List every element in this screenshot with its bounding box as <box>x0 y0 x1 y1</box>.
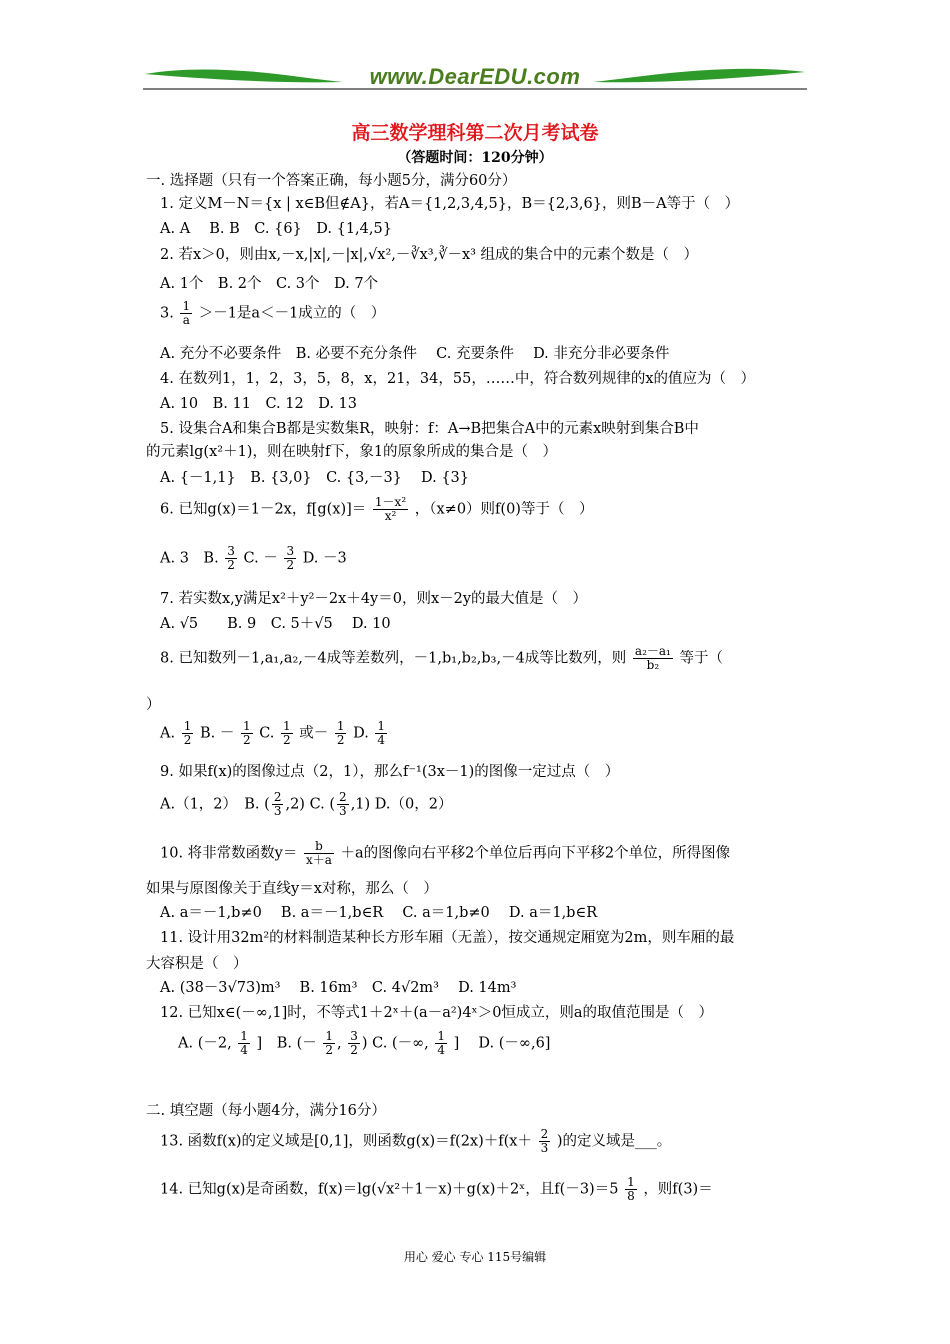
question-6-options: A. 3 B. $\frac{3}{2}$ C. － $\frac{3}{2}$ D. －3 <box>160 544 347 572</box>
section-choice-heading: 一. 选择题（只有一个答案正确，每小题5分，满分60分） <box>146 173 517 189</box>
question-10-cont: 如果与原图像关于直线y＝x对称，那么（ ） <box>146 881 438 897</box>
fraction: $\frac{3}{2}$ <box>350 1029 358 1057</box>
site-header <box>143 62 807 92</box>
fraction: $\frac{1}{2}$ <box>325 1029 333 1057</box>
fraction: $\frac{\text{1－x²}}{\text{x²}}$ <box>374 495 407 523</box>
question-5-cont: 的元素lg(x²＋1)，则在映射f下，象1的原象所成的集合是（ ） <box>146 444 558 460</box>
fraction: $\frac{1}{4}$ <box>240 1029 248 1057</box>
question-1-options: A. A B. B C. {6} D. {1,4,5} <box>160 221 392 237</box>
question-5-options: A. {－1,1} B. {3,0} C. {3,－3} D. {3} <box>160 470 470 486</box>
question-1: 1. 定义M－N＝{x | x∈B但∉A}，若A＝{1,2,3,4,5}，B＝{2,3,6}，则B－A等于（ ） <box>160 196 740 212</box>
question-6: 6. 已知g(x)＝1－2x，f[g(x)]＝ $\frac{\text{1－x²}}{\text{x²}}$ ，（x≠0）则f(0)等于（ ） <box>160 495 594 523</box>
fraction: $\frac{2}{3}$ <box>339 790 347 818</box>
question-4-options: A. 10 B. 11 C. 12 D. 13 <box>160 396 357 412</box>
exam-time: （答题时间：120分钟） <box>397 150 553 166</box>
question-8-options: A. $\frac{1}{2}$ B. － $\frac{1}{2}$ C. $\frac{1}{2}$ 或－ $\frac{1}{2}$ D. $\frac{1}{4}$ <box>160 719 386 747</box>
question-14: 14. 已知g(x)是奇函数，f(x)＝lg(√x²＋1－x)＋g(x)＋2ˣ，且f(－3)＝5 $\frac{1}{8}$ ，则f(3)＝ <box>160 1175 713 1203</box>
section-fill-heading: 二. 填空题（每小题4分，满分16分） <box>146 1103 386 1119</box>
fraction: $\frac{1}{8}$ <box>627 1175 635 1203</box>
question-11: 11. 设计用32m²的材料制造某种长方形车厢（无盖），按交通规定厢宽为2m，则车厢的最 <box>160 930 735 946</box>
question-13: 13. 函数f(x)的定义域是[0,1]，则函数g(x)＝f(2x)＋f(x＋ $\frac{2}{3}$ )的定义域是___。 <box>160 1127 672 1155</box>
question-12: 12. 已知x∈(－∞,1]时，不等式1＋2ˣ＋(a－a²)4ˣ＞0恒成立，则a的取值范围是（ ） <box>160 1005 714 1021</box>
question-7: 7. 若实数x,y满足x²＋y²－2x＋4y＝0，则x－2y的最大值是（ ） <box>160 591 588 607</box>
question-3: 3. $\frac{1}{a}$ ＞－1是a＜－1成立的（ ） <box>160 299 386 327</box>
fraction: $\frac{2}{3}$ <box>540 1127 549 1155</box>
fraction: $\frac{1}{a}$ <box>182 299 191 327</box>
fraction: $\frac{\text{a₂－a₁}}{\text{b₂}}$ <box>634 644 671 672</box>
question-8: 8. 已知数列－1,a₁,a₂,－4成等差数列，－1,b₁,b₂,b₃,－4成等比数列，则 $\frac{\text{a₂－a₁}}{\text{b₂}}$ 等于（ <box>160 644 723 672</box>
question-2: 2. 若x＞0，则由x,－x,|x|,－|x|,√x²,－∛x³,∛－x³ 组成的集合中的元素个数是（ ） <box>160 247 699 263</box>
fraction: $\frac{1}{2}$ <box>282 719 291 747</box>
question-7-options: A. √5 B. 9 C. 5＋√5 D. 10 <box>160 616 391 632</box>
question-2-options: A. 1个 B. 2个 C. 3个 D. 7个 <box>160 276 379 292</box>
page-footer: 用心 爱心 专心 115号编辑 <box>403 1250 547 1264</box>
fraction: $\frac{1}{2}$ <box>242 719 251 747</box>
fraction: $\frac{2}{3}$ <box>273 790 282 818</box>
fraction: $\frac{3}{2}$ <box>227 544 235 572</box>
fraction: $\frac{3}{2}$ <box>286 544 295 572</box>
question-11-cont: 大容积是（ ） <box>146 956 248 972</box>
fraction: $\frac{1}{4}$ <box>377 719 386 747</box>
question-11-options: A. (38－3√73)m³ B. 16m³ C. 4√2m³ D. 14m³ <box>160 980 517 996</box>
fraction: $\frac{1}{4}$ <box>437 1029 446 1057</box>
question-12-options: A. (－2, $\frac{1}{4}$ ] B. (－ $\frac{1}{2}$ , $\frac{3}{2}$ ) C. (－∞, $\frac{1}{4}$ ] D. (－∞,6] <box>178 1029 551 1057</box>
question-8-cont: ） <box>146 697 161 713</box>
question-3-options: A. 充分不必要条件 B. 必要不充分条件 C. 充要条件 D. 非充分非必要条件 <box>160 346 670 362</box>
exam-title: 高三数学理科第二次月考试卷 <box>351 122 599 144</box>
question-10-options: A. a＝－1,b≠0 B. a＝－1,b∈R C. a＝1,b≠0 D. a＝1,b∈R <box>160 905 598 921</box>
fraction: $\frac{1}{2}$ <box>183 719 192 747</box>
question-9-options: A.（1，2） B. ( $\frac{2}{3}$ ,2) C. ( $\frac{2}{3}$ ,1) D.（0，2） <box>160 790 453 818</box>
question-9: 9. 如果f(x)的图像过点（2，1），那么f⁻¹(3x－1)的图像一定过点（ ） <box>160 764 620 780</box>
question-5: 5. 设集合A和集合B都是实数集R，映射：f：A→B把集合A中的元素x映射到集合B中 <box>160 421 699 437</box>
question-10: 10. 将非常数函数y＝ $\frac{b}{x+a}$ ＋a的图像向右平移2个单位后再向下平移2个单位，所得图像 <box>160 839 731 867</box>
fraction: $\frac{b}{x+a}$ <box>305 839 332 867</box>
question-4: 4. 在数列1，1，2，3，5，8，x，21，34，55，……中，符合数列规律的x的值应为（ ） <box>160 371 755 387</box>
site-logo: www.DearEDU.com <box>369 64 581 89</box>
fraction: $\frac{1}{2}$ <box>336 719 345 747</box>
